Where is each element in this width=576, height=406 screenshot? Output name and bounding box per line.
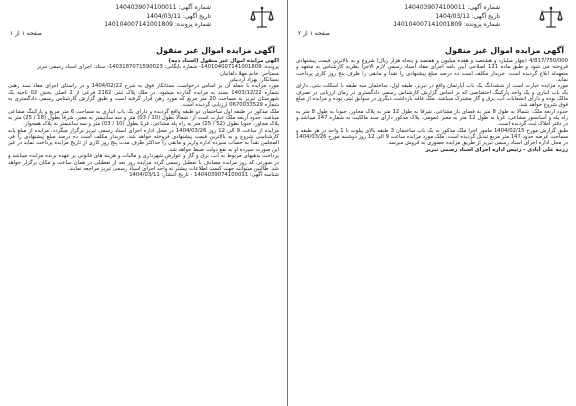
paragraph: طبق گزارش مورخ 1404/02/15 مامور اجرا ملک مذکور به یک باب ساختمان 3 طبقه بالای پیلوت با 1 واحد در هر طبقه و مساحت عرصه حدود 147 متر مربع تبدیل گردیده است. ملک مورد مزایده ساعت 9 الی 12 روز دوشنبه مورخ 1404/03/26 در محل اداره اجرای اسناد رسمی تبریز از طریق مزایده حضوری به فروش میرسد. (296, 127, 568, 147)
announcement-page-right (288, 0, 576, 406)
scales-of-justice-icon (249, 5, 275, 31)
announcement-date: تاریخ آگهی: 1404/03/11 (146, 12, 211, 20)
announcement-title: آگهی مزایده اموال غیر منقول (445, 46, 564, 55)
paragraph: 4/817/750/000 (چهار میلیارد و هشتصد و هفده میلیون و هفتصد و پنجاه هزار ریال) شروع و به بالاترین قیمت پیشنهادی فروخته می شود و طبق ماده 121 اصلاحی آیین نامه اجرای مفاد اسناد رسمی لازم الاجرا نظریه کارشناس به متعهد و متعهدله ابلاغ گردیده است. خریدار مکلف است ده درصد مبلغ پیشنهادی را نقداً و مابقی را ظرف پنج روز کاری پرداخت نماید. (296, 58, 568, 84)
paragraph: بستانکار: بهزاد اردبیلی (229, 77, 279, 84)
paragraph: پرداخت بدهیهای مربوط به آب، برق و گاز و عوارض شهرداری و مالیات و هزینه های قانونی بر عهده برنده مزایده میباشد و در صورتی که روز مزایده مصادف با تعطیل رسمی گردد مزایده روز بعد از تعطیلی در همان ساعت و مکان برگزار خواهد شد. طالبین میتوانند جهت کسب اطلاعات بیشتر به واحد اجرای اسناد رسمی تبریز مراجعه نمایند. (8, 153, 279, 172)
case-number: شماره پرونده: 140104007141001809 (104, 21, 211, 28)
announcement-body (296, 58, 568, 398)
announcement-number: شماره آگهی: 1404039074100011 (115, 4, 211, 11)
announcement-meta (393, 4, 500, 30)
paragraph: پرونده: 140104007141001809- شماره بایگانی: 1403187071590023- ستاد: اجرای اسناد رسمی تبریز (37, 64, 279, 71)
announcement-meta (104, 4, 211, 30)
paragraph: مورد مزایده با جمله آن بر اساس درخواست بستانکار فوق به شرح 1404/02/22 و در راستای اجرای مفاد سند رهنی شماره 1403/12/22 بسند به مزایده گذارده میشود. در ملک پلاک ثبتی 2162 فرعی از 2 اصلی بخش 02 ناحیه یک شهرستان تبریز به مساحت 20 متر مربع که مورد رهن قرار گرفته است و طبق گزارش کارشناس رسمی دادگستری به شماره 0670033529 ارزیابی گردیده است. (8, 83, 279, 109)
paragraph: مزایده از ساعت 9 الی 12 روز 1404/03/26 در محل اداره اجرای اسناد رسمی تبریز برگزار میگردد. مزایده از مبلغ پایه کارشناسی شروع و به بالاترین قیمت پیشنهادی فروخته خواهد شد. خریدار مکلف است ده درصد مبلغ پیشنهادی را فی المجلس نقداً به حساب سپرده اداره واریز و مابقی را حداکثر ظرف مدت پنج روز کاری از تاریخ مزایده پرداخت نماید در غیر این صورت سپرده او به نفع دولت ضبط خواهد شد. (8, 127, 279, 153)
page-number: صفحه ۱ از ۲ (298, 30, 330, 37)
scales-of-justice-icon (538, 5, 564, 31)
paragraph: مورد مزایده عبارت است از ششدانگ یک باب آپارتمان واقع در تبریز، طبقه اول، ساختمان سه طبقه با اسکلت بتنی، دارای یک باب انباری و یک واحد پارکینگ اختصاصی که بر اساس گزارش کارشناس رسمی دادگستری در زمان ارزیابی در تصرف مالک بوده و دارای انشعابات آب، برق و گاز مشترک میباشد. ملک فاقد بازداشت دیگری در سوابق ثبتی بوده و مزایده از مبلغ فوق شروع خواهد شد. (296, 83, 568, 109)
paragraph: ملک مذکور در طبقه اول ساختمان دو طبقه واقع گردیده و دارای یک باب انباری به مساحت 6 متر مربع و پارکینگ مشاعی میباشد. حدود اربعه ملک عبارت است از: شمالا بطول (10 / 03) متر و سه سانتیمتر به معبر، شرقا بطول (18 / 25) متر به پلاک مجاور، جنوبا بطول (52 / 25) متر به راه پله مشاعی، غربا بطول (10 / 03) متر و سه سانتیمتر به پلاک همجوار. (8, 108, 279, 128)
paragraph: حدود اربعه ملک: شمالا به طول 8 متر به فضای باز مشاعی، شرقا به طول 12 متر به پلاک مجاور، جنوبا به طول 8 متر به راه پله و آسانسور مشاعی، غربا به طول 12 متر به معبر عمومی. پلاک مذکور دارای سند مالکیت به شماره 147 میباشد و در دفتر املاک ثبت گردیده است. (296, 108, 568, 128)
announcement-title: آگهی مزایده اموال غیر منقول (156, 46, 275, 55)
paragraph: شناسه آگهی: 1404039074100011 - تاریخ انتشار: 1404/03/11 (129, 172, 279, 179)
announcement-subtitle: آگهی مزایده اموال غیر منقول (اسناد ذمه) (168, 58, 279, 64)
announcement-number: شماره آگهی: 1404039074100011 (404, 4, 500, 11)
page-number: صفحه ۱ از ۱ (10, 30, 42, 37)
announcement-body (8, 58, 279, 398)
announcement-date: تاریخ آگهی: 1404/03/11 (435, 12, 500, 20)
case-number: شماره پرونده: 140104007141001809 (393, 21, 500, 28)
paragraph: مستأجر: خانم مهلا دلفانیان (220, 70, 279, 77)
signature-line: رزمه علی آبادی - رئیس اداره اجرای اسناد رسمی تبریز (425, 146, 568, 153)
